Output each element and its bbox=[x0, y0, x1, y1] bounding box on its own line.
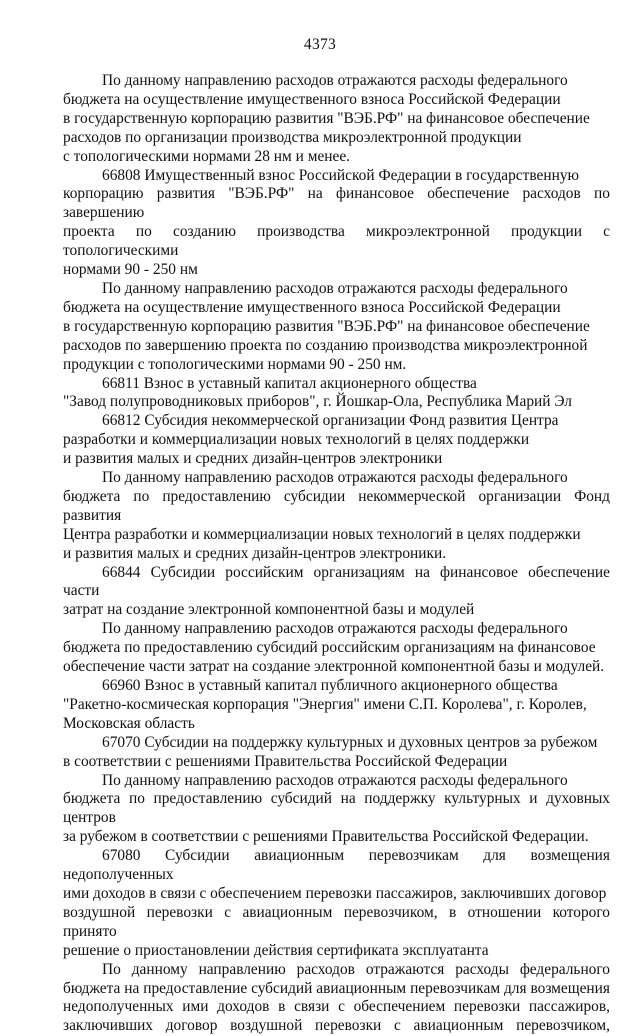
budget-code-entry: 67070 Субсидии на поддержку культурных и духовных центров за рубежом в соответствии с решениями Правительства Российской Федерации bbox=[63, 733, 598, 770]
budget-code-entry: 66811 Взнос в уставный капитал акционерного общества "Завод полупроводниковых приборов", г. Йошкар-Ола, Республика Марий Эл bbox=[63, 374, 572, 411]
document-body bbox=[63, 72, 610, 1036]
budget-code-entry: 66808 Имущественный взнос Российской Федерации в государственную корпорацию развития "ВЭБ.РФ" на финансовое обеспечение расходов по завершению проекта по созданию производства микроэлектронной продукции с топологическими нормами 90 - 250 нм bbox=[63, 166, 610, 279]
page-number: 4373 bbox=[303, 36, 337, 53]
budget-code-entry: 66812 Субсидия некоммерческой организации Фонд развития Центра разработки и коммерциализации новых технологий в целях поддержки и развития малых и средних дизайн-центров электроники bbox=[63, 412, 559, 468]
paragraph: По данному направлению расходов отражаются расходы федерального бюджета на предоставление субсидий авиационным перевозчикам для возмещения недополученных ими доходов в связи с обеспечением перевозки пассажиров, заключивших договор воздушной перевозки с авиационным перевозчиком, bbox=[63, 960, 610, 1035]
paragraph: По данному направлению расходов отражаются расходы федерального бюджета по предоставлению субсидий российским организациям на финансовое обеспечение части затрат на создание электронной компонентной базы и модулей. bbox=[63, 620, 605, 676]
paragraph: По данному направлению расходов отражаются расходы федерального бюджета на осуществление имущественного взноса Российской Федерации в государственную корпорацию развития "ВЭБ.РФ" на финансовое обеспечение расходов по организации производства микроэлектронной продукции с топологическими нормами 28 нм и менее. bbox=[63, 72, 590, 165]
budget-code-entry: 67080 Субсидии авиационным перевозчикам для возмещения недополученных ими доходов в связи с обеспечением перевозки пассажиров, заключивших договор воздушной перевозки с авиационным перевозчиком, в отношении которого принято решение о приостановлении действия сертификата эксплуатанта bbox=[63, 847, 610, 959]
paragraph: По данному направлению расходов отражаются расходы федерального бюджета на осуществление имущественного взноса Российской Федерации в государственную корпорацию развития "ВЭБ.РФ" на финансовое обеспечение расходов по завершению проекта по созданию производства микроэлектронной продукции с топологическими нормами 90 - 250 нм. bbox=[63, 279, 590, 373]
paragraph: По данному направлению расходов отражаются расходы федерального бюджета по предоставлению субсидий на поддержку культурных и духовных центров за рубежом в соответствии с решениями Правительства Российской Федерации. bbox=[63, 771, 610, 846]
paragraph: По данному направлению расходов отражаются расходы федерального бюджета по предоставлению субсидии некоммерческой организации Фонд развития Центра разработки и коммерциализации новых технологий в целях поддержки и развития малых и средних дизайн-центров электроники. bbox=[63, 469, 610, 562]
budget-code-entry: 66960 Взнос в уставный капитал публичного акционерного общества "Ракетно-космическая корпорация "Энергия" имени С.П. Королева", г. Королев, Московская область bbox=[63, 677, 587, 732]
budget-code-entry: 66844 Субсидии российским организациям на финансовое обеспечение части затрат на создание электронной компонентной базы и модулей bbox=[63, 563, 610, 619]
